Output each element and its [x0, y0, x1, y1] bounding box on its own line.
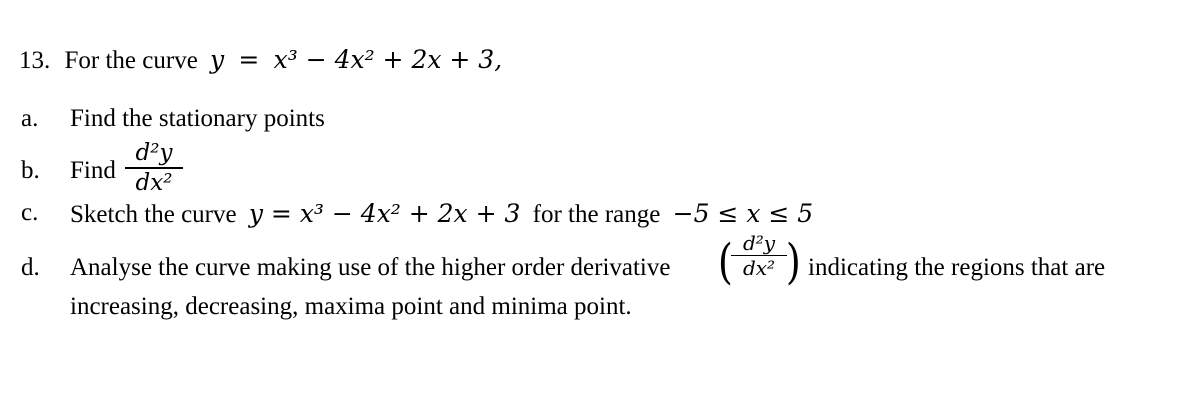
part-b-text: Find — [70, 157, 116, 184]
part-d-continuation: increasing, decreasing, maxima point and minima point. — [70, 293, 632, 320]
part-b-fraction-bar — [125, 167, 183, 169]
part-b-fraction-denominator: dx² — [135, 170, 173, 196]
part-c-range: −5 ≤ x ≤ 5 — [672, 199, 814, 228]
part-c-text: Sketch the curve — [70, 201, 237, 228]
part-a-text: Find the stationary points — [70, 105, 325, 132]
part-b-fraction — [125, 140, 183, 196]
part-b-label: b. — [21, 157, 40, 184]
part-a — [21, 105, 38, 133]
question-intro: For the curve — [64, 47, 198, 74]
curve-rhs: x³ − 4x² + 2x + 3, — [273, 45, 503, 74]
part-d-fraction-numerator: d²y — [742, 231, 776, 255]
part-d-label: d. — [21, 254, 40, 281]
part-d-fraction-denominator: dx² — [742, 256, 776, 280]
part-d-left-paren: ( — [717, 234, 733, 290]
part-b-fraction-numerator: d²y — [135, 140, 173, 166]
part-a-label: a. — [21, 105, 39, 132]
part-c-label: c. — [21, 199, 39, 226]
part-d-right-paren: ) — [785, 234, 801, 290]
part-c-line — [70, 199, 813, 229]
part-d-text-after: indicating the regions that are — [808, 254, 1106, 281]
part-d-text: Analyse the curve making use of the higher order derivative — [70, 254, 671, 281]
curve-eq-sign: = — [238, 45, 260, 74]
curve-lhs: y — [210, 45, 225, 74]
question-number: 13. — [19, 47, 51, 74]
question-line — [19, 45, 502, 75]
part-c-range-text: for the range — [532, 201, 661, 228]
part-d-fraction — [731, 232, 787, 279]
part-c-equation: y = x³ − 4x² + 2x + 3 — [248, 199, 521, 228]
